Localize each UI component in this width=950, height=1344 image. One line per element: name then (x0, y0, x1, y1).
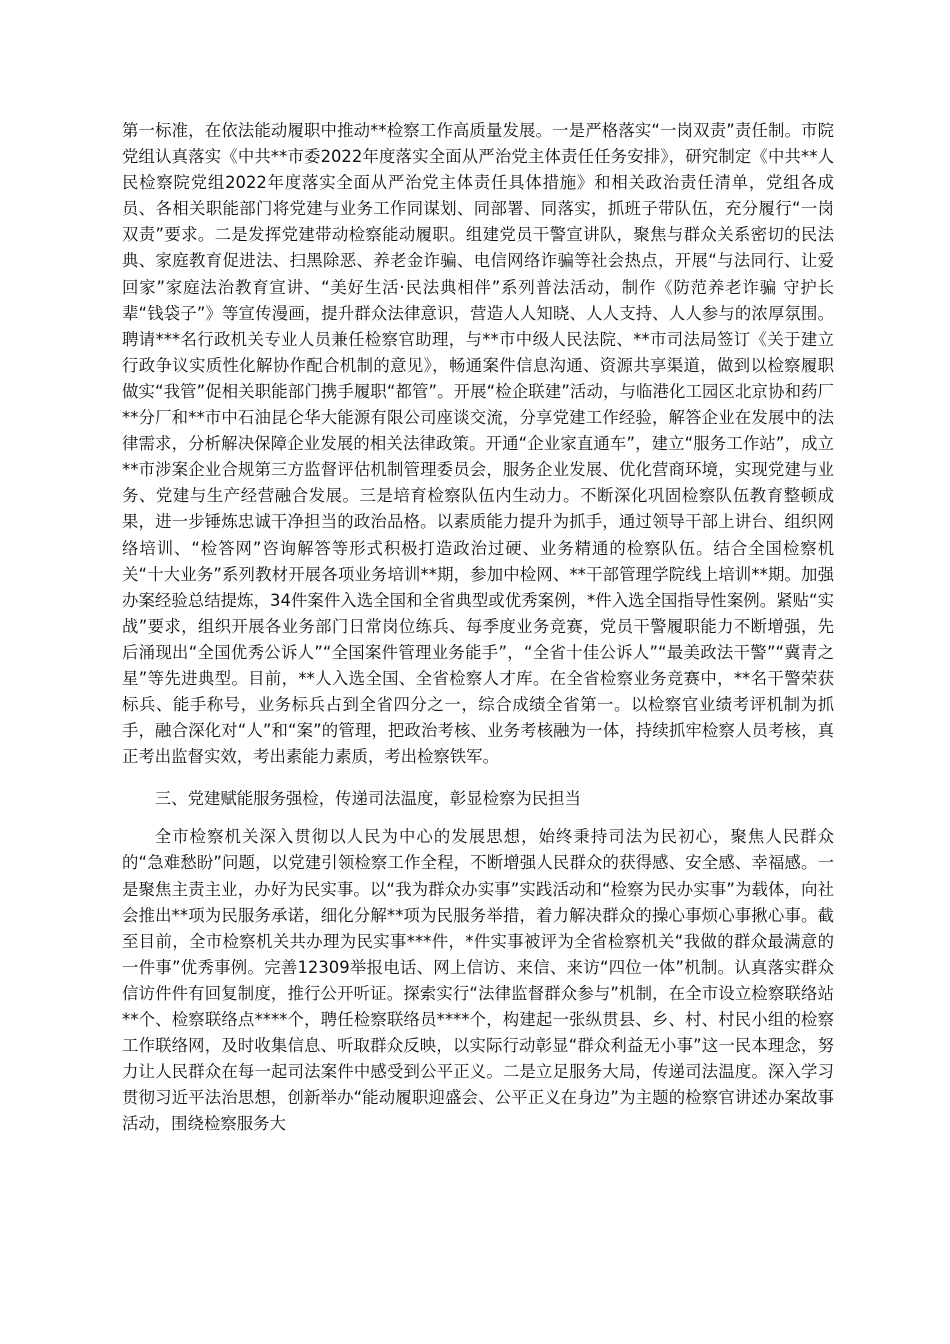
body-paragraph-continued: 第一标准，在依法能动履职中推动**检察工作高质量发展。一是严格落实“一岗双责”责任制。市院党组认真落实《中共**市委2022年度落实全面从严治党主体责任任务安排》，研究制定《中共**人民检察院党组2022年度落实全面从严治党主体责任具体措施》和相关政治责任清单，党组各成员、各相关职能部门将党建与业务工作同谋划、同部署、同落实，抓班子带队伍，充分履行“一岗双责”要求。二是发挥党建带动检察能动履职。组建党员干警宣讲队，聚焦与群众关系密切的民法典、家庭教育促进法、扫黑除恶、养老金诈骗、电信网络诈骗等社会热点，开展“与法同行、让爱回家”家庭法治教育宣讲、“美好生活·民法典相伴”系列普法活动，制作《防范养老诈骗 守护长辈“钱袋子”》等宣传漫画，提升群众法律意识，营造人人知晓、人人支持、人人参与的浓厚氛围。聘请***名行政机关专业人员兼任检察官助理，与**市中级人民法院、**市司法局签订《关于建立行政争议实质性化解协作配合机制的意见》，畅通案件信息沟通、资源共享渠道，做到以检察履职做实“我管”促相关职能部门携手履职“都管”。开展“检企联建”活动，与临港化工园区北京协和药厂**分厂和**市中石油昆仑华大能源有限公司座谈交流，分享党建工作经验，解答企业在发展中的法律需求，分析解决保障企业发展的相关法律政策。开通“企业家直通车”，建立“服务工作站”，成立**市涉案企业合规第三方监督评估机制管理委员会，服务企业发展、优化营商环境，实现党建与业务、党建与生产经营融合发展。三是培育检察队伍内生动力。不断深化巩固检察队伍教育整顿成果，进一步锤炼忠诚干净担当的政治品格。以素质能力提升为抓手，通过领导干部上讲台、组织网络培训、“检答网”咨询解答等形式积极打造政治过硬、业务精通的检察队伍。结合全国检察机关“十大业务”系列教材开展各项业务培训**期，参加中检网、**干部管理学院线上培训**期。加强办案经验总结提炼，34件案件入选全国和全省典型或优秀案例，*件入选全国指导性案例。紧贴“实战”要求，组织开展各业务部门日常岗位练兵、每季度业务竞赛，党员干警履职能力不断增强，先后涌现出“全国优秀公诉人”“全国案件管理业务能手”，“全省十佳公诉人”“最美政法干警”“冀青之星”等先进典型。目前，**人入选全国、全省检察人才库。在全省检察业务竞赛中，**名干警荣获标兵、能手称号，业务标兵占到全省四分之一，综合成绩全省第一。以检察官业绩考评机制为抓手，融合深化对“人”和“案”的管理，把政治考核、业务考核融为一体，持续抓牢检察人员考核，真正考出监督实效，考出素能力素质，考出检察铁军。 (122, 121, 834, 767)
section-body-paragraph: 全市检察机关深入贯彻以人民为中心的发展思想，始终秉持司法为民初心，聚焦人民群众的“急难愁盼”问题，以党建引领检察工作全程，不断增强人民群众的获得感、安全感、幸福感。一是聚焦主责主业，办好为民实事。以“我为群众办实事”实践活动和“检察为民办实事”为载体，向社会推出**项为民服务承诺，细化分解**项为民服务举措，着力解决群众的操心事烦心事揪心事。截至目前，全市检察机关共办理为民实事***件，*件实事被评为全省检察机关“我做的群众最满意的一件事”优秀事例。完善12309举报电话、网上信访、来信、来访“四位一体”机制。认真落实群众信访件件有回复制度，推行公开听证。探索实行“法律监督群众参与”机制，在全市设立检察联络站**个、检察联络点****个，聘任检察联络员****个，构建起一张纵贯县、乡、村、村民小组的检察工作联络网，及时收集信息、听取群众反映，以实际行动彰显“群众利益无小事”这一民本理念，努力让人民群众在每一起司法案件中感受到公平正义。二是立足服务大局，传递司法温度。深入学习贯彻习近平法治思想，创新举办“能动履职迎盛会、公平正义在身边”为主题的检察官讲述办案故事活动，围绕检察服务大 (122, 827, 834, 1134)
section-heading: 三、党建赋能服务强检，传递司法温度，彰显检察为民担当 (154, 789, 581, 809)
document-page (122, 118, 834, 1137)
